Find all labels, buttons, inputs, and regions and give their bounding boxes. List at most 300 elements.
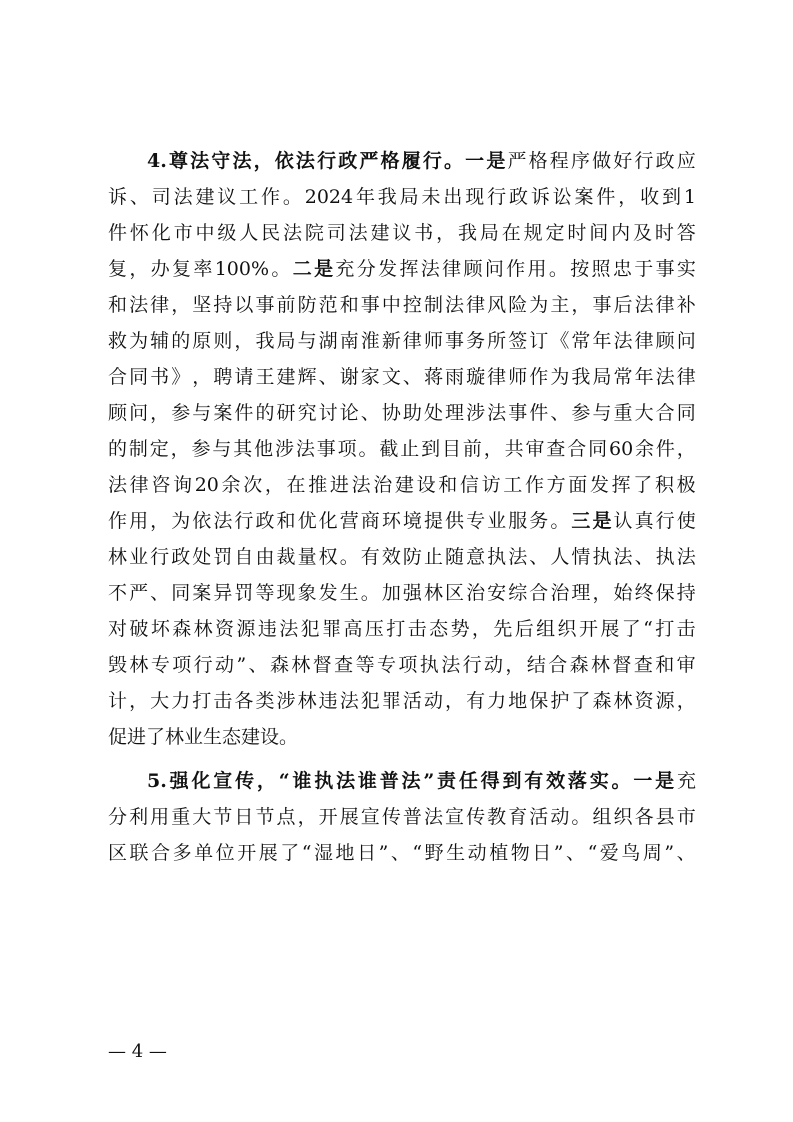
text-segment: 是 [314, 258, 334, 280]
text-segment: 坏 [150, 618, 170, 640]
text-segment: 局 [592, 366, 612, 388]
text-segment: “ [643, 618, 653, 640]
text-segment: 忠 [612, 258, 632, 280]
text-segment: 真 [634, 510, 654, 532]
text-segment: 止 [423, 546, 443, 568]
text-segment: 育 [508, 806, 528, 828]
text-segment: 有 [360, 546, 380, 568]
text-segment: 在 [286, 474, 306, 496]
text-segment: 发 [378, 258, 398, 280]
text-segment: 谁 [357, 770, 377, 792]
text-segment: 年 [634, 366, 654, 388]
text-segment: 事 [360, 294, 380, 316]
text-segment: 地 [335, 842, 355, 864]
text-segment: 问 [129, 402, 149, 424]
text-segment: 执 [314, 770, 334, 792]
text-segment: 宣 [213, 770, 233, 792]
text-segment: 动 [550, 806, 570, 828]
text-segment: 我 [458, 222, 478, 244]
text-segment: 象 [297, 582, 317, 604]
text-segment: 用 [150, 806, 170, 828]
text-segment: 法 [676, 546, 696, 568]
text-segment: 安 [487, 582, 507, 604]
text-segment: 林 [129, 654, 149, 676]
text-segment: 涉 [466, 402, 486, 424]
text-segment: 三 [571, 510, 591, 532]
text-segment: 顾 [655, 330, 675, 352]
text-segment: 罚 [234, 582, 254, 604]
text-segment: 分 [356, 258, 376, 280]
text-segment: 件 [596, 186, 616, 208]
text-segment: 补 [676, 294, 696, 316]
text-segment: 研 [276, 402, 296, 424]
text-segment: 率 [193, 258, 213, 280]
text-segment: 量 [297, 546, 317, 568]
text-segment: 控 [402, 294, 422, 316]
text-segment: 建 [370, 222, 390, 244]
text-segment: 物 [510, 842, 530, 864]
text-segment: 。 [611, 770, 631, 792]
text-segment: 为 [171, 510, 191, 532]
text-segment: 了 [280, 842, 300, 864]
text-segment: 情 [571, 546, 591, 568]
text-segment: 环 [381, 510, 401, 532]
text-segment: ， [571, 294, 591, 316]
text-segment: 依 [192, 510, 212, 532]
text-segment: 发 [318, 582, 338, 604]
text-segment: 极 [676, 474, 696, 496]
text-segment: 、 [402, 366, 422, 388]
text-segment: 展 [258, 842, 278, 864]
text-segment: 专 [150, 654, 170, 676]
text-segment: 节 [255, 806, 275, 828]
text-segment: 政 [338, 150, 358, 172]
text-segment: 多 [172, 842, 192, 864]
text-segment: 和 [276, 510, 296, 532]
text-segment: 执 [419, 654, 439, 676]
paragraph-4-line [108, 287, 696, 323]
paragraph-gap [108, 755, 696, 763]
text-segment: 未 [421, 186, 441, 208]
text-segment: 时 [567, 222, 587, 244]
text-segment: 案 [574, 186, 594, 208]
text-segment: 20 [194, 474, 219, 496]
text-segment: 法 [348, 222, 368, 244]
text-segment: 方 [546, 474, 566, 496]
text-segment: 爱 [599, 842, 619, 864]
text-segment: 林 [108, 546, 128, 568]
text-segment: 和 [108, 294, 128, 316]
text-segment: 100% [214, 258, 270, 280]
text-segment: 雨 [445, 366, 465, 388]
text-segment: 、 [676, 842, 696, 864]
text-segment: 件 [234, 402, 254, 424]
text-segment: 日 [234, 806, 254, 828]
text-segment: 生 [446, 842, 466, 864]
text-segment: 、 [129, 186, 149, 208]
text-segment: 顾 [108, 402, 128, 424]
text-segment: 点 [276, 806, 296, 828]
text-segment: ， [129, 690, 149, 712]
text-segment: 法 [232, 150, 252, 172]
text-segment: 定 [545, 222, 565, 244]
text-segment: 森 [569, 654, 589, 676]
text-segment: ， [264, 474, 284, 496]
text-segment: 促进了林业生态建设。 [108, 726, 299, 748]
text-segment: 持 [676, 582, 696, 604]
text-segment: 共 [504, 438, 524, 460]
text-segment: 政 [255, 510, 275, 532]
text-segment: 后 [613, 294, 633, 316]
text-segment: 治 [373, 474, 393, 496]
text-segment: 和 [339, 294, 359, 316]
text-segment: 。 [358, 438, 378, 460]
text-segment: 救 [108, 330, 128, 352]
text-segment: 源 [236, 618, 256, 640]
text-segment: 、 [360, 402, 380, 424]
text-segment: 由 [255, 546, 275, 568]
text-segment: 效 [546, 770, 566, 792]
text-segment: 的 [108, 438, 128, 460]
text-segment: 防 [297, 294, 317, 316]
text-segment: 应 [676, 150, 696, 172]
text-segment: 行 [317, 150, 337, 172]
text-segment: 坚 [192, 294, 212, 316]
text-segment: 法 [613, 330, 633, 352]
text-segment: 律 [676, 366, 696, 388]
text-segment: 法 [213, 510, 233, 532]
text-segment: 积 [654, 474, 674, 496]
text-segment: 位 [215, 842, 235, 864]
text-segment: 分 [108, 806, 128, 828]
text-segment: 依 [274, 150, 294, 172]
text-segment: 犯 [300, 618, 320, 640]
text-segment: 事 [255, 294, 275, 316]
text-segment: 传 [235, 770, 255, 792]
paragraph-4-line [108, 467, 696, 503]
text-segment: 法 [487, 402, 507, 424]
paragraph-4-line [108, 395, 696, 431]
text-segment: 治 [550, 582, 570, 604]
text-segment: 政 [171, 546, 191, 568]
text-segment: 。 [271, 258, 291, 280]
text-segment: 对 [108, 618, 128, 640]
text-segment: 与 [212, 438, 232, 460]
text-segment: 提 [423, 510, 443, 532]
text-segment: 先 [493, 618, 513, 640]
text-segment: 法 [295, 150, 315, 172]
text-segment: 助 [402, 402, 422, 424]
text-segment: 市 [676, 806, 696, 828]
text-segment: ， [592, 582, 612, 604]
text-segment: 用 [129, 510, 149, 532]
text-segment: 事 [445, 330, 465, 352]
text-segment: 异 [213, 582, 233, 604]
text-segment: 得 [480, 770, 500, 792]
text-segment: 保 [655, 582, 675, 604]
text-segment: ， [505, 654, 525, 676]
text-segment: 资 [634, 690, 654, 712]
text-segment: 司 [326, 222, 346, 244]
text-segment: 普 [402, 806, 422, 828]
text-segment: 我 [377, 186, 397, 208]
text-segment: 合 [567, 438, 587, 460]
text-segment: 建 [195, 186, 215, 208]
text-segment: 顾 [463, 258, 483, 280]
text-segment: 人 [550, 546, 570, 568]
text-segment: 力 [487, 690, 507, 712]
text-segment: 宣 [445, 806, 465, 828]
text-segment: 聘 [213, 366, 233, 388]
text-segment: 做 [592, 150, 612, 172]
text-segment: 格 [380, 150, 400, 172]
paragraph-5-line [108, 799, 696, 835]
text-segment: 原 [192, 330, 212, 352]
text-segment: 律 [634, 330, 654, 352]
text-segment: 王 [255, 366, 275, 388]
text-segment: 日 [532, 842, 552, 864]
text-segment: 尊 [168, 150, 188, 172]
text-segment: 为 [129, 330, 149, 352]
text-segment: 利 [129, 806, 149, 828]
text-segment: 实 [676, 258, 696, 280]
text-segment: 法 [441, 654, 461, 676]
text-segment: 有 [524, 770, 544, 792]
text-segment: 充 [676, 770, 696, 792]
text-segment: 治 [466, 582, 486, 604]
text-segment: 法 [336, 770, 356, 792]
text-segment: 生 [339, 582, 359, 604]
text-segment: 与 [192, 402, 212, 424]
text-segment: 风 [487, 294, 507, 316]
paragraph-4-line [108, 503, 696, 539]
text-segment: 工 [503, 474, 523, 496]
text-segment: 辅 [150, 330, 170, 352]
text-segment: 格 [528, 150, 548, 172]
text-segment: “ [301, 842, 312, 864]
text-segment: ， [150, 402, 170, 424]
text-segment: 出 [443, 186, 463, 208]
paragraph-4-line [108, 683, 696, 719]
text-segment: 理 [571, 582, 591, 604]
text-segment: 答 [676, 222, 696, 244]
text-segment: 与 [592, 402, 612, 424]
text-segment: 法 [173, 186, 193, 208]
text-segment: 罪 [322, 618, 342, 640]
text-segment: 。 [360, 582, 380, 604]
text-segment: 《 [550, 330, 570, 352]
document-body [108, 143, 696, 871]
text-segment: 防 [402, 546, 422, 568]
text-segment: 、 [566, 842, 586, 864]
text-segment: 用 [527, 258, 547, 280]
text-segment: 充 [335, 258, 355, 280]
text-segment: 专 [376, 654, 396, 676]
text-segment: 市 [173, 222, 193, 244]
text-segment: 实 [589, 770, 609, 792]
text-segment: 师 [423, 330, 443, 352]
text-segment: 发 [589, 474, 609, 496]
text-segment: 常 [571, 330, 591, 352]
text-segment: 活 [529, 806, 549, 828]
text-segment: ， [256, 770, 276, 792]
text-segment: 持 [213, 294, 233, 316]
text-segment: 行 [193, 654, 213, 676]
text-segment: 护 [550, 690, 570, 712]
text-segment: ， [618, 186, 638, 208]
text-segment: ” [378, 842, 389, 864]
paragraph-4-line [108, 251, 696, 287]
text-segment: 传 [466, 806, 486, 828]
text-segment: 商 [360, 510, 380, 532]
text-segment: 60 [609, 438, 634, 460]
text-segment: 、 [248, 654, 268, 676]
text-segment: 中 [381, 294, 401, 316]
text-segment: 行 [634, 150, 654, 172]
text-segment: 主 [550, 294, 570, 316]
text-segment: 级 [217, 222, 237, 244]
text-segment: 势 [450, 618, 470, 640]
text-segment: 地 [508, 690, 528, 712]
text-segment: 业 [129, 546, 149, 568]
text-segment: 执 [592, 546, 612, 568]
text-segment: 止 [400, 438, 420, 460]
text-segment: ， [297, 806, 317, 828]
text-segment: 项 [172, 654, 192, 676]
text-segment: ” [236, 654, 247, 676]
text-segment: 收 [640, 186, 660, 208]
text-segment: 所 [487, 330, 507, 352]
text-segment: 他 [254, 438, 274, 460]
text-segment: 局 [479, 222, 499, 244]
text-segment: 综 [508, 582, 528, 604]
text-segment: ， [471, 618, 491, 640]
text-segment: 开 [237, 842, 257, 864]
text-segment: 一 [465, 150, 485, 172]
text-segment: 林 [193, 618, 213, 640]
text-segment: 余 [221, 474, 241, 496]
text-segment: 单 [194, 842, 214, 864]
text-segment: 律 [466, 294, 486, 316]
paragraph-4-line [108, 431, 696, 467]
text-segment: 动 [484, 654, 504, 676]
text-segment: 有 [466, 690, 486, 712]
text-segment: 林 [291, 654, 311, 676]
text-segment: 。 [571, 806, 591, 828]
text-segment: 律 [150, 294, 170, 316]
text-segment: ， [170, 438, 190, 460]
text-segment: 件 [529, 402, 549, 424]
text-segment: 不 [108, 582, 128, 604]
text-segment: 于 [634, 258, 654, 280]
text-segment: 执 [487, 546, 507, 568]
text-segment: 开 [318, 806, 338, 828]
text-segment: 书 [150, 366, 170, 388]
text-segment: 破 [129, 618, 149, 640]
text-segment: 进 [329, 474, 349, 496]
text-segment: 同 [588, 438, 608, 460]
text-segment: “ [412, 842, 423, 864]
text-segment: 作 [261, 186, 281, 208]
text-segment: 督 [612, 654, 632, 676]
text-segment: 区 [445, 582, 465, 604]
text-segment: 行 [462, 654, 482, 676]
text-segment: 事 [508, 402, 528, 424]
text-segment: 罚 [213, 546, 233, 568]
text-segment: 论 [339, 402, 359, 424]
text-segment: 后 [514, 618, 534, 640]
text-segment: 联 [129, 842, 149, 864]
paragraph-4-line [108, 323, 696, 359]
text-segment: 普 [379, 770, 399, 792]
text-segment: 严 [359, 150, 379, 172]
text-segment: 制 [128, 438, 148, 460]
text-segment: 在 [501, 222, 521, 244]
text-segment: 、 [529, 546, 549, 568]
text-segment: 二 [292, 258, 312, 280]
text-segment: 按 [570, 258, 590, 280]
text-segment: 中 [195, 222, 215, 244]
text-segment: 节 [213, 806, 233, 828]
text-segment: 人 [239, 222, 259, 244]
text-segment: 诉 [530, 186, 550, 208]
text-segment: 高 [343, 618, 363, 640]
text-segment: 律 [655, 294, 675, 316]
text-segment: 始 [613, 582, 633, 604]
text-segment: 化 [151, 222, 171, 244]
text-segment: ， [150, 510, 170, 532]
text-segment: 定 [149, 438, 169, 460]
text-segment: 法 [613, 546, 633, 568]
text-segment: 业 [487, 510, 507, 532]
text-segment: 局 [399, 186, 419, 208]
text-segment: 谁 [292, 770, 312, 792]
text-segment: 日 [357, 842, 377, 864]
text-segment: 、 [634, 546, 654, 568]
text-segment: 大 [150, 690, 170, 712]
text-segment: 强 [402, 582, 422, 604]
text-segment: 法 [129, 294, 149, 316]
text-segment: 南 [339, 330, 359, 352]
text-segment: 及 [633, 222, 653, 244]
text-segment: 前 [276, 294, 296, 316]
text-segment: 。 [444, 150, 464, 172]
text-segment: 打 [192, 690, 212, 712]
text-segment: 认 [613, 510, 633, 532]
text-segment: 法 [445, 294, 465, 316]
text-segment: 辉 [297, 366, 317, 388]
text-segment: 蒋 [423, 366, 443, 388]
text-segment: 我 [571, 366, 591, 388]
text-segment: 裁 [276, 546, 296, 568]
text-segment: 织 [557, 618, 577, 640]
paragraph-4-line [108, 647, 696, 683]
text-segment: 到 [661, 186, 681, 208]
text-segment: 是 [486, 150, 506, 172]
text-segment: 效 [381, 546, 401, 568]
text-segment: 时 [654, 222, 674, 244]
text-segment: 范 [318, 294, 338, 316]
text-segment: 现 [276, 582, 296, 604]
text-segment: 和 [655, 654, 675, 676]
text-segment: 订 [529, 330, 549, 352]
text-segment: 的 [171, 330, 191, 352]
text-segment: 1 [683, 186, 696, 208]
text-segment: 好 [613, 150, 633, 172]
text-segment: 随 [445, 546, 465, 568]
text-segment: 织 [613, 806, 633, 828]
text-segment: 建 [276, 366, 296, 388]
